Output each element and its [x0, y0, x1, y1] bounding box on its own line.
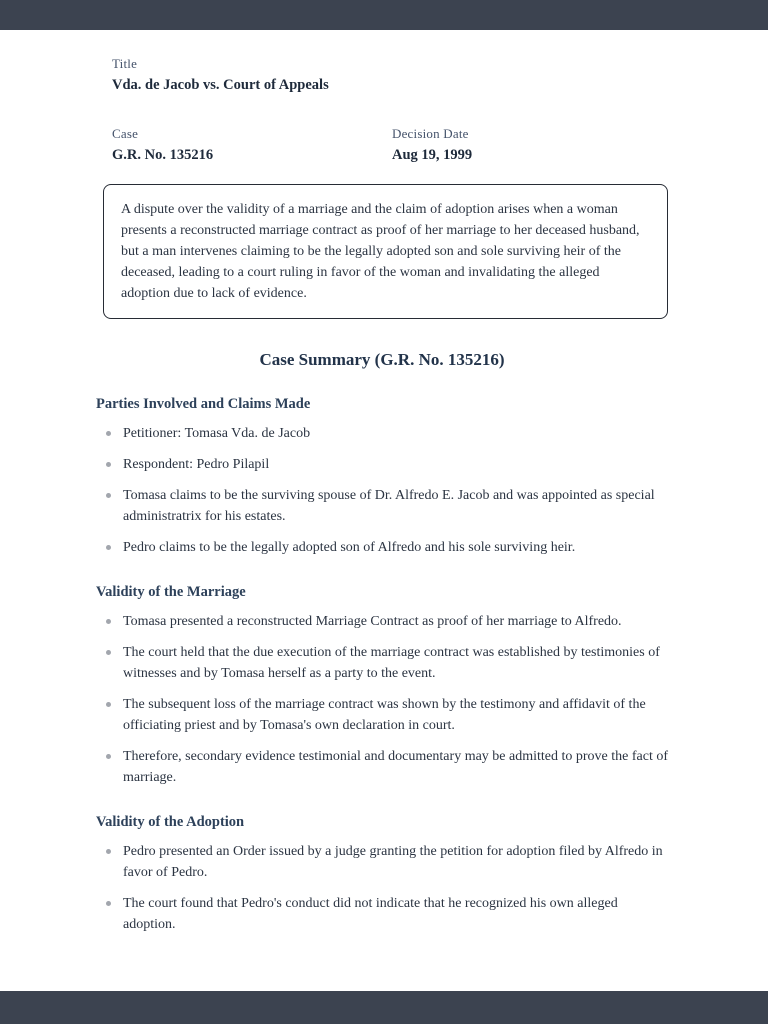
bullet-dot-icon: [106, 702, 111, 707]
bullet-dot-icon: [106, 545, 111, 550]
list-item-text: The subsequent loss of the marriage contract was shown by the testimony and affidavit of the officiating priest and by Tomasa's own declaration in court.: [123, 697, 646, 733]
list-item-text: Therefore, secondary evidence testimonial and documentary may be admitted to prove the fact of marriage.: [123, 749, 669, 785]
document-title: Vda. de Jacob vs. Court of Appeals: [112, 77, 329, 93]
list-item: [96, 423, 668, 444]
summary-text: A dispute over the validity of a marriage and the claim of adoption arises when a woman presents a reconstructed marriage contract as proof of her marriage to her deceased husband, but a man intervenes claiming to be the legally adopted son and sole surviving heir of the deceased, leading to a court ruling in favor of the woman and invalidating the alleged adoption due to lack of evidence.: [121, 202, 640, 301]
list-item: [96, 841, 668, 883]
list-item: [96, 893, 668, 935]
case-number: G.R. No. 135216: [112, 147, 214, 163]
title-label: Title: [112, 56, 138, 71]
case-meta-col: [112, 126, 392, 164]
bullet-list: [96, 423, 668, 558]
list-item-text: Tomasa claims to be the surviving spouse of Dr. Alfredo E. Jacob and was appointed as special administratrix for his estates.: [123, 488, 655, 524]
list-item: [96, 485, 668, 527]
section-heading: Validity of the Marriage: [96, 584, 246, 600]
list-item-text: The court found that Pedro's conduct did not indicate that he recognized his own alleged adoption.: [123, 896, 618, 932]
list-item: [96, 746, 668, 788]
list-item-text: Pedro claims to be the legally adopted son of Alfredo and his sole surviving heir.: [123, 540, 576, 555]
bullet-list: [96, 841, 668, 935]
summary-box: [103, 184, 668, 319]
decision-date-col: [392, 126, 472, 164]
list-item-text: Petitioner: Tomasa Vda. de Jacob: [123, 426, 311, 441]
list-item-text: The court held that the due execution of the marriage contract was established by testimonies of witnesses and by Tomasa herself as a party to the event.: [123, 645, 660, 681]
section-marriage-validity: [96, 584, 668, 788]
viewer-bottom-bar: [0, 991, 768, 1024]
section-adoption-validity: [96, 814, 668, 935]
list-item: [96, 454, 668, 475]
section-heading: Parties Involved and Claims Made: [96, 396, 311, 412]
bullet-dot-icon: [106, 650, 111, 655]
case-meta-row: [112, 126, 668, 164]
bullet-dot-icon: [106, 754, 111, 759]
bullet-dot-icon: [106, 849, 111, 854]
case-summary-heading: Case Summary (G.R. No. 135216): [259, 350, 505, 369]
case-label: Case: [112, 126, 139, 141]
bullet-dot-icon: [106, 431, 111, 436]
bullet-list: [96, 611, 668, 788]
list-item: [96, 611, 668, 632]
list-item: [96, 694, 668, 736]
list-item: [96, 642, 668, 684]
document-meta: [112, 56, 668, 164]
decision-date-label: Decision Date: [392, 126, 469, 141]
document-page: [0, 30, 768, 991]
section-parties: [96, 396, 668, 558]
bullet-dot-icon: [106, 901, 111, 906]
bullet-dot-icon: [106, 493, 111, 498]
bullet-dot-icon: [106, 462, 111, 467]
bullet-dot-icon: [106, 619, 111, 624]
list-item: [96, 537, 668, 558]
list-item-text: Pedro presented an Order issued by a judge granting the petition for adoption filed by Alfredo in favor of Pedro.: [123, 844, 663, 880]
list-item-text: Respondent: Pedro Pilapil: [123, 457, 270, 472]
section-heading: Validity of the Adoption: [96, 814, 245, 830]
decision-date: Aug 19, 1999: [392, 147, 473, 163]
viewer-top-bar: [0, 0, 768, 30]
list-item-text: Tomasa presented a reconstructed Marriage Contract as proof of her marriage to Alfredo.: [123, 614, 622, 629]
